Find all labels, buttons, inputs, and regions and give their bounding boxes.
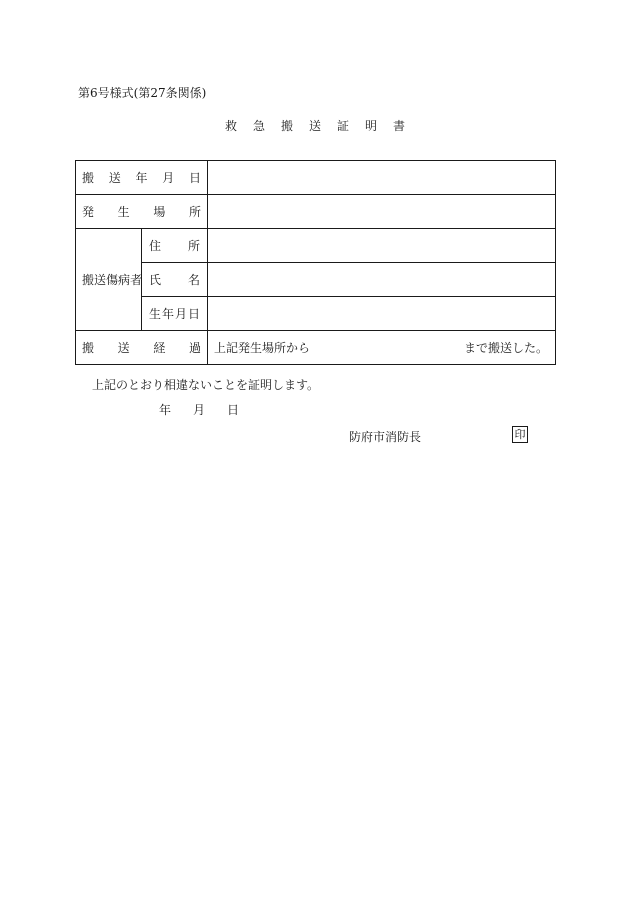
label-char: 搬 <box>82 171 95 185</box>
title-char: 明 <box>365 119 378 133</box>
label-birthdate <box>142 297 208 331</box>
route-from-text: 上記発生場所から <box>214 341 311 355</box>
label-char: 日 <box>187 307 200 321</box>
route-field[interactable] <box>208 331 556 365</box>
label-transport-date <box>76 161 208 195</box>
date-day-label: 日 <box>227 403 240 417</box>
label-char: 年 <box>135 171 148 185</box>
signer-title: 防府市消防長 <box>349 430 422 444</box>
title-char: 書 <box>393 119 406 133</box>
form-number: 第6号様式(第27条関係) <box>78 86 207 100</box>
row-address <box>76 229 556 263</box>
row-route <box>76 331 556 365</box>
label-char: 傷 <box>106 273 119 287</box>
label-route <box>76 331 208 365</box>
row-name <box>76 263 556 297</box>
form-title <box>0 117 630 134</box>
route-to-text: まで搬送した。 <box>463 341 548 355</box>
row-birthdate <box>76 297 556 331</box>
seal-mark: 印 <box>512 426 528 443</box>
label-char: 所 <box>188 205 201 219</box>
birthdate-field[interactable] <box>208 297 556 331</box>
label-char: 発 <box>82 205 95 219</box>
label-char: 氏 <box>149 273 162 287</box>
label-char: 送 <box>117 341 130 355</box>
label-char: 搬 <box>82 273 95 287</box>
label-name <box>142 263 208 297</box>
label-char: 搬 <box>82 341 95 355</box>
date-line <box>159 401 261 418</box>
label-char: 住 <box>149 239 162 253</box>
title-char: 証 <box>337 119 350 133</box>
label-char: 生 <box>149 307 162 321</box>
row-transport-date <box>76 161 556 195</box>
date-year-label: 年 <box>159 403 172 417</box>
label-char: 生 <box>117 205 130 219</box>
title-char: 送 <box>308 119 321 133</box>
certification-statement: 上記のとおり相違ないことを証明します。 <box>92 378 320 392</box>
label-char: 送 <box>94 273 107 287</box>
title-char: 救 <box>224 119 237 133</box>
location-field[interactable] <box>208 195 556 229</box>
label-address <box>142 229 208 263</box>
label-char: 者 <box>130 273 143 287</box>
label-char: 送 <box>108 171 121 185</box>
label-patient <box>76 229 142 331</box>
label-char: 名 <box>187 273 200 287</box>
label-char: 年 <box>161 307 174 321</box>
title-char: 搬 <box>280 119 293 133</box>
certificate-table <box>75 160 556 365</box>
date-month-label: 月 <box>193 403 206 417</box>
label-char: 場 <box>153 205 166 219</box>
title-char: 急 <box>252 119 265 133</box>
label-char: 病 <box>118 273 131 287</box>
address-field[interactable] <box>208 229 556 263</box>
label-char: 月 <box>174 307 187 321</box>
label-char: 月 <box>162 171 175 185</box>
transport-date-field[interactable] <box>208 161 556 195</box>
label-char: 経 <box>153 341 166 355</box>
row-location <box>76 195 556 229</box>
label-char: 過 <box>188 341 201 355</box>
name-field[interactable] <box>208 263 556 297</box>
label-char: 所 <box>187 239 200 253</box>
label-location <box>76 195 208 229</box>
label-char: 日 <box>188 171 201 185</box>
